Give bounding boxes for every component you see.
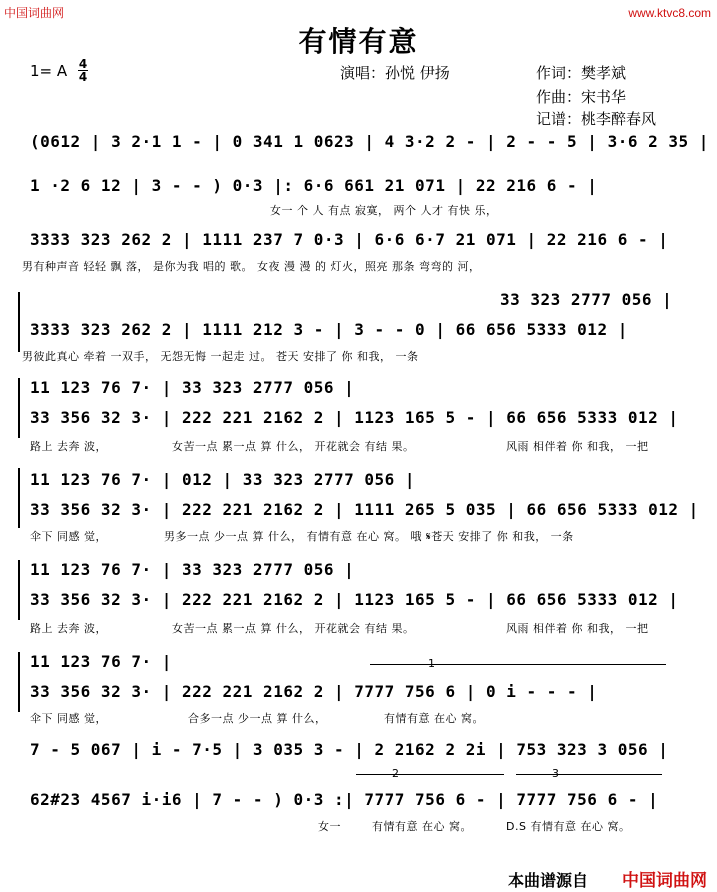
- notation-row-7-upper: 11 123 76 7· | 33 323 2777 056 |: [30, 560, 355, 579]
- lyrics-line-8b: 有情有意 在心 窝。: [372, 820, 472, 833]
- performer: 演唱：孙悦 伊扬: [340, 64, 450, 82]
- system-bracket-2: [18, 378, 20, 438]
- time-bottom: 4: [78, 70, 88, 84]
- system-bracket-1: [18, 292, 20, 352]
- volta-1-label: 1: [428, 657, 436, 670]
- notation-row-5-upper: 11 123 76 7· | 33 323 2777 056 |: [30, 378, 355, 397]
- lyrics-line-3: 男彼此真心 牵着 一双手， 无怨无悔 一起走 过。 苍天 安排了 你 和我， 一条: [22, 350, 419, 363]
- lyrics-line-6b: 女苦一点 累一点 算 什么， 开花就会 有结 果。: [172, 622, 415, 635]
- lyrics-line-7a: 伞下 同感 觉，: [30, 712, 107, 725]
- notation-row-5: 33 356 32 3· | 222 221 2162 2 | 1123 165 5 - | 66 656 5333 012 |: [30, 408, 679, 427]
- notation-row-6: 33 356 32 3· | 222 221 2162 2 | 1111 265 5 035 | 66 656 5333 012 |: [30, 500, 699, 519]
- lyrics-line-5a: 伞下 同感 觉，: [30, 530, 107, 543]
- notation-row-8-upper: 11 123 76 7· |: [30, 652, 172, 671]
- transcriber: 记谱：桃李醉春风: [536, 110, 657, 128]
- lyrics-line-5b: 男多一点 少一点 算 什么， 有情有意 在心 窝。 哦 𝄋苍天 安排了 你 和我， 一条: [164, 530, 574, 543]
- lyrics-line-7b: 合多一点 少一点 算 什么，: [188, 712, 327, 725]
- footer-site: 中国词曲网: [622, 871, 707, 891]
- system-bracket-5: [18, 652, 20, 712]
- lyrics-line-1: 女一 个 人 有点 寂寞， 两个 人才 有快 乐，: [270, 204, 498, 217]
- key-signature: 1= A: [30, 62, 68, 80]
- notation-row-4-upper: 33 323 2777 056 |: [500, 290, 673, 309]
- song-title: 有情有意: [298, 25, 419, 58]
- time-signature: [78, 58, 88, 83]
- notation-row-3: 3333 323 262 2 | 1111 237 7 0·3 | 6·6 6·7 21 071 | 22 216 6 - |: [30, 230, 669, 249]
- lyricist: 作词：樊孝斌: [536, 64, 627, 82]
- notation-row-9: 7 - 5 067 | i - 7·5 | 3 035 3 - | 2 2162 2 2i | 753 323 3 056 |: [30, 740, 669, 759]
- lyrics-line-4a: 路上 去奔 波，: [30, 440, 107, 453]
- volta-3-label: 3: [552, 767, 560, 780]
- lyrics-line-8c: D.S 有情有意 在心 窝。: [506, 820, 631, 833]
- notation-row-1: (0612 | 3 2·1 1 - | 0 341 1 0623 | 4 3·2 2 - | 2 - - 5 | 3·6 2 35 |: [30, 132, 709, 151]
- composer: 作曲：宋书华: [536, 88, 627, 106]
- volta-2-label: 2: [392, 767, 400, 780]
- notation-row-7: 33 356 32 3· | 222 221 2162 2 | 1123 165 5 - | 66 656 5333 012 |: [30, 590, 679, 609]
- lyrics-line-2: 男有种声音 轻轻 飘 落， 是你为我 唱的 歌。 女夜 漫 漫 的 灯火，照亮 那条 弯弯的 河，: [22, 260, 481, 273]
- lyrics-line-6a: 路上 去奔 波，: [30, 622, 107, 635]
- lyrics-line-7c: 有情有意 在心 窝。: [384, 712, 484, 725]
- volta-1-line: [370, 664, 666, 665]
- notation-row-10: 62#23 4567 i·i6 | 7 - - ) 0·3 :| 7777 756 6 - | 7777 756 6 - |: [30, 790, 659, 809]
- notation-row-8: 33 356 32 3· | 222 221 2162 2 | 7777 756 6 | 0 i - - - |: [30, 682, 598, 701]
- lyrics-line-4c: 风雨 相伴着 你 和我， 一把: [506, 440, 649, 453]
- lyrics-line-6c: 风雨 相伴着 你 和我， 一把: [506, 622, 649, 635]
- footer-source: 本曲谱源自: [508, 871, 589, 890]
- volta-3-line: [516, 774, 662, 775]
- system-bracket-4: [18, 560, 20, 620]
- notation-row-6-upper: 11 123 76 7· | 012 | 33 323 2777 056 |: [30, 470, 416, 489]
- site-watermark-left: 中国词曲网: [4, 6, 65, 20]
- notation-row-4: 3333 323 262 2 | 1111 212 3 - | 3 - - 0 | 66 656 5333 012 |: [30, 320, 628, 339]
- system-bracket-3: [18, 468, 20, 528]
- time-top: 4: [78, 57, 88, 71]
- lyrics-line-4b: 女苦一点 累一点 算 什么， 开花就会 有结 果。: [172, 440, 415, 453]
- lyrics-line-8a: 女一: [318, 820, 341, 833]
- volta-2-line: [356, 774, 504, 775]
- site-watermark-right: www.ktvc8.com: [628, 6, 711, 20]
- notation-row-2: 1 ·2 6 12 | 3 - - ) 0·3 |: 6·6 661 21 071 | 22 216 6 - |: [30, 176, 598, 195]
